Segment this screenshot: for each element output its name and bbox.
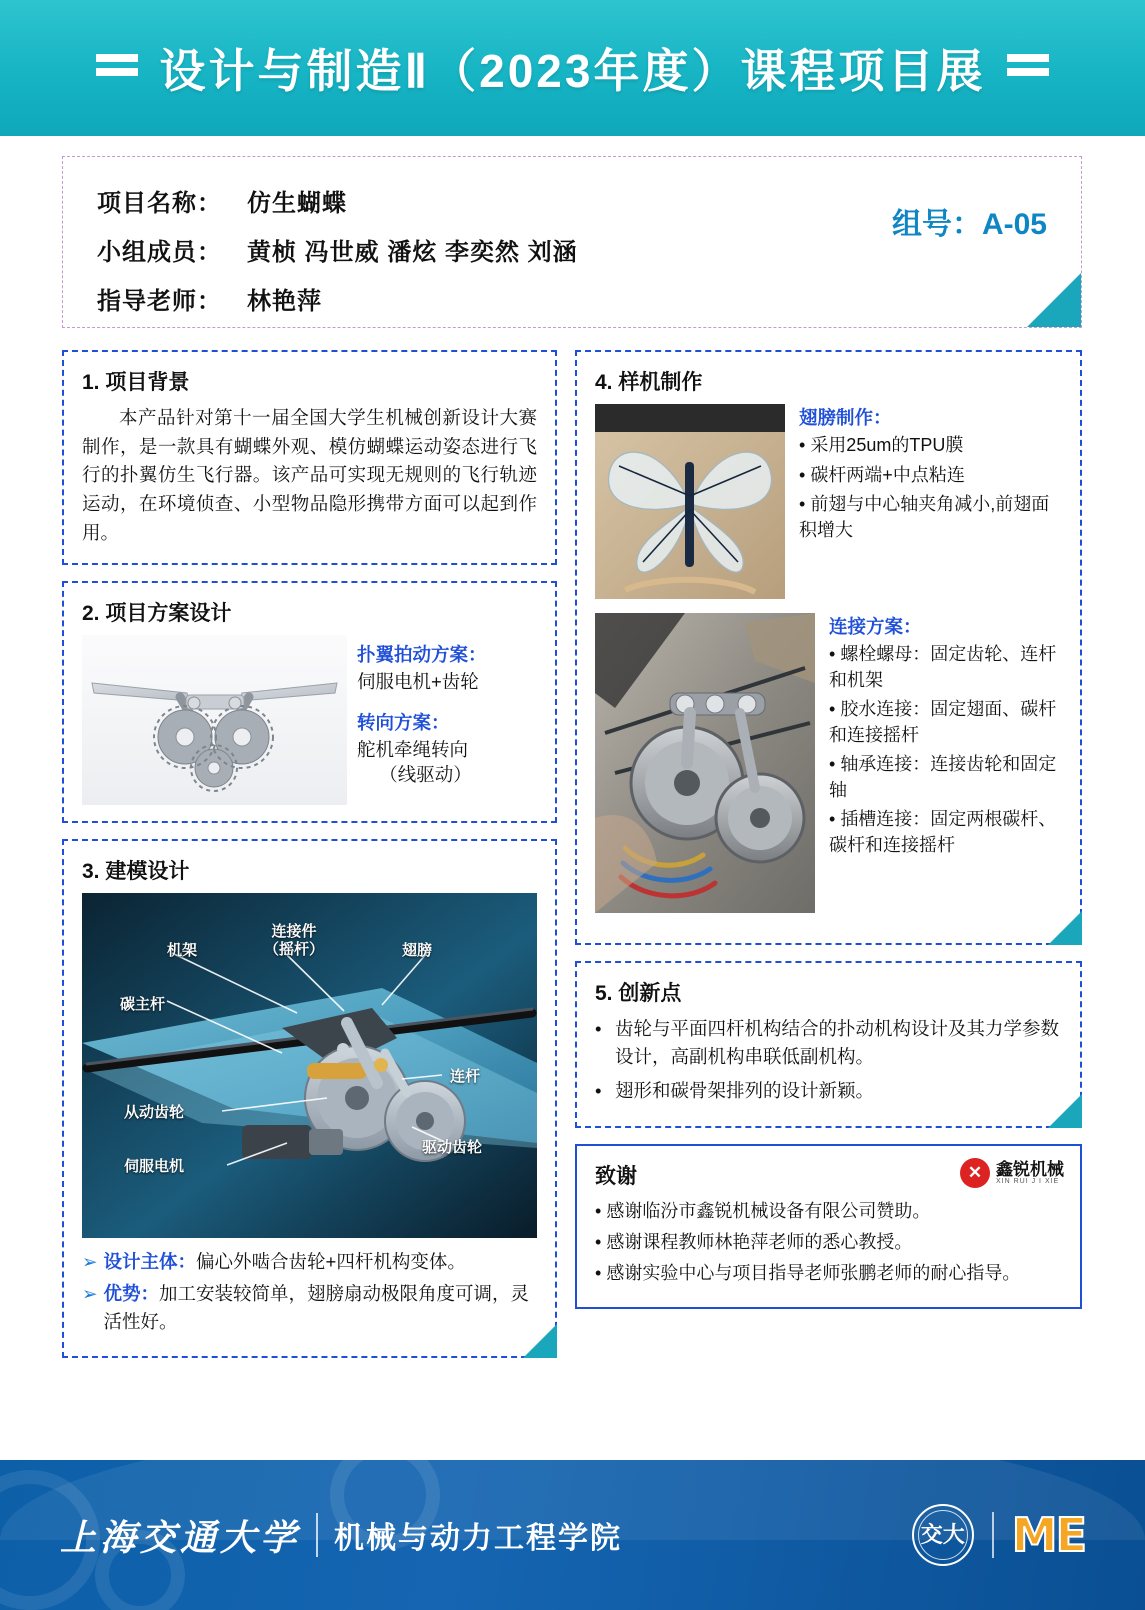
innovation-text: 翅形和碳骨架排列的设计新颖。: [615, 1079, 875, 1101]
header-dash-left-icon: [96, 68, 138, 76]
panel-background: [62, 350, 557, 565]
header-title: 设计与制造Ⅱ（2023年度）课程项目展: [159, 45, 986, 97]
wing-making-item: • 前翅与中心轴夹角减小,前翅面积增大: [799, 494, 1050, 540]
school-name: 机械与动力工程学院: [334, 1522, 623, 1555]
members-value: 黄桢 冯世威 潘炫 李奕然 刘涵: [247, 239, 578, 266]
right-column: [575, 350, 1082, 1325]
footer-right-logos: [912, 1504, 1085, 1566]
left-column: [62, 350, 557, 1374]
project-name-value: 仿生蝴蝶: [247, 190, 347, 217]
panel-prototype: [575, 350, 1082, 945]
university-seal-icon: [912, 1504, 974, 1566]
members-label: 小组成员：: [97, 239, 222, 266]
label-wing: 翅膀: [402, 942, 433, 960]
arrow-icon: ➢: [82, 1251, 98, 1273]
project-name-label: 项目名称：: [97, 190, 222, 217]
prototype-wing-text: [799, 404, 1062, 599]
label-carbon-rod: 碳主杆: [120, 996, 166, 1014]
panel-acknowledgement: [575, 1144, 1082, 1309]
scheme-content: [82, 635, 537, 805]
page-header: [0, 0, 1145, 136]
panel-innovation: [575, 961, 1082, 1128]
wing-making-item: • 采用25um的TPU膜: [799, 435, 964, 455]
label-driving-gear: 驱动齿轮: [422, 1139, 483, 1157]
thanks-item: • 感谢课程教师林艳萍老师的悉心教授。: [595, 1232, 913, 1253]
poster-body: [0, 136, 1145, 1460]
sponsor-logo: [960, 1158, 1064, 1188]
scheme-text-block: [357, 635, 537, 802]
prototype-mechanism-photo: [595, 613, 815, 913]
prototype-wing-row: [595, 404, 1062, 599]
mechanism-photo-icon: [595, 613, 815, 913]
steering-scheme-body2: （线驱动）: [379, 764, 472, 786]
sponsor-mark-icon: ✕: [960, 1158, 990, 1188]
header-inner: [96, 35, 1050, 101]
panel-prototype-title: 4. 样机制作: [595, 371, 703, 394]
panel-thanks-title: 致谢: [595, 1165, 637, 1189]
design-main-bullet: [82, 1248, 537, 1276]
wing-making-head: 翅膀制作：: [799, 407, 892, 428]
innovation-item: [595, 1077, 1062, 1105]
footer-content: [0, 1460, 1145, 1610]
connection-item: • 插槽连接：固定两根碳杆、碳杆和连接摇杆: [829, 809, 1057, 855]
design-main-text: 设计主体：偏心外啮合齿轮+四杆机构变体。: [103, 1251, 466, 1273]
connection-scheme-head: 连接方案：: [829, 616, 922, 637]
arrow-icon: ➢: [82, 1283, 98, 1305]
prototype-connection-row: [595, 613, 1062, 913]
wing-making-item: • 碳杆两端+中点粘连: [799, 464, 965, 485]
label-connector: 连接件 （摇杆）: [264, 923, 325, 959]
prototype-connection-text: [829, 613, 1062, 913]
bullet-icon: •: [595, 1079, 602, 1101]
panel-background-text: 本产品针对第十一届全国大学生机械创新设计大赛制作，是一款具有蝴蝶外观、模仿蝴蝶运动姿态进行飞行的扑翼仿生飞行器。该产品可实现无规则的飞行轨迹运动，在环境侦查、小型物品隐形携带方面可以起到作用。: [82, 407, 537, 543]
connection-item: • 胶水连接：固定翅面、碳杆和连接摇杆: [829, 699, 1057, 745]
innovation-text: 齿轮与平面四杆机构结合的扑动机构设计及其力学参数设计，高副机构串联低副机构。: [615, 1018, 1060, 1067]
innovation-item: [595, 1015, 1062, 1071]
scheme-cad-drawing-icon: [82, 635, 347, 805]
sponsor-brand-name: 鑫锐机械 XIN RUI J I XIE: [996, 1160, 1064, 1186]
panel-corner-decoration: [1048, 911, 1082, 945]
advisor-label: 指导老师：: [97, 288, 222, 315]
advantage-bullet: [82, 1280, 537, 1336]
panel-corner-decoration: [523, 1324, 557, 1358]
bullet-icon: •: [595, 1018, 602, 1039]
footer-divider: [992, 1512, 994, 1558]
group-number: 组号：A-05: [891, 208, 1047, 241]
panel-scheme-design: [62, 581, 557, 823]
connection-item: • 螺栓螺母：固定齿轮、连杆和机架: [829, 644, 1057, 690]
scheme-cad-image: [82, 635, 347, 805]
label-link: 连杆: [450, 1068, 481, 1086]
label-servo-motor: 伺服电机: [124, 1158, 185, 1176]
header-dash-right-icon: [1007, 68, 1049, 76]
prototype-wing-photo: [595, 404, 785, 599]
connection-item: • 轴承连接：连接齿轮和固定轴: [829, 754, 1057, 800]
footer-divider: [316, 1513, 318, 1557]
steering-scheme-body: 舵机牵绳转向: [357, 739, 469, 761]
label-driven-gear: 从动齿轮: [124, 1104, 185, 1122]
panel-modeling-design: [62, 839, 557, 1357]
panel-innovation-title: 5. 创新点: [595, 982, 682, 1005]
butterfly-photo-icon: [595, 404, 785, 599]
steering-scheme-head: 转向方案：: [357, 712, 450, 734]
advisor-row: [97, 281, 1047, 316]
info-corner-decoration: [1027, 273, 1081, 327]
advisor-value: 林艳萍: [247, 288, 322, 315]
project-info-box: [62, 156, 1082, 328]
panel-corner-decoration: [1048, 1094, 1082, 1128]
panel-modeling-title: 3. 建模设计: [82, 860, 190, 884]
thanks-item: • 感谢临汾市鑫锐机械设备有限公司赞助。: [595, 1201, 931, 1222]
university-seal-text: 交大: [918, 1510, 968, 1560]
panel-scheme-title: 2. 项目方案设计: [82, 602, 232, 626]
flapping-scheme-body: 伺服电机+齿轮: [357, 671, 479, 693]
university-name: 上海交通大学: [60, 1517, 301, 1558]
panel-background-title: 1. 项目背景: [82, 371, 190, 394]
page-footer: [0, 1460, 1145, 1610]
thanks-item: • 感谢实验中心与项目指导老师张鹏老师的耐心指导。: [595, 1263, 1021, 1284]
label-frame: 机架: [167, 942, 198, 960]
advantage-text: 优势：加工安装较简单，翅膀扇动极限角度可调，灵活性好。: [103, 1283, 530, 1332]
flapping-scheme-head: 扑翼拍动方案：: [357, 644, 487, 666]
me-logo: ME: [1011, 1508, 1085, 1562]
modeling-render-image: [82, 893, 537, 1238]
